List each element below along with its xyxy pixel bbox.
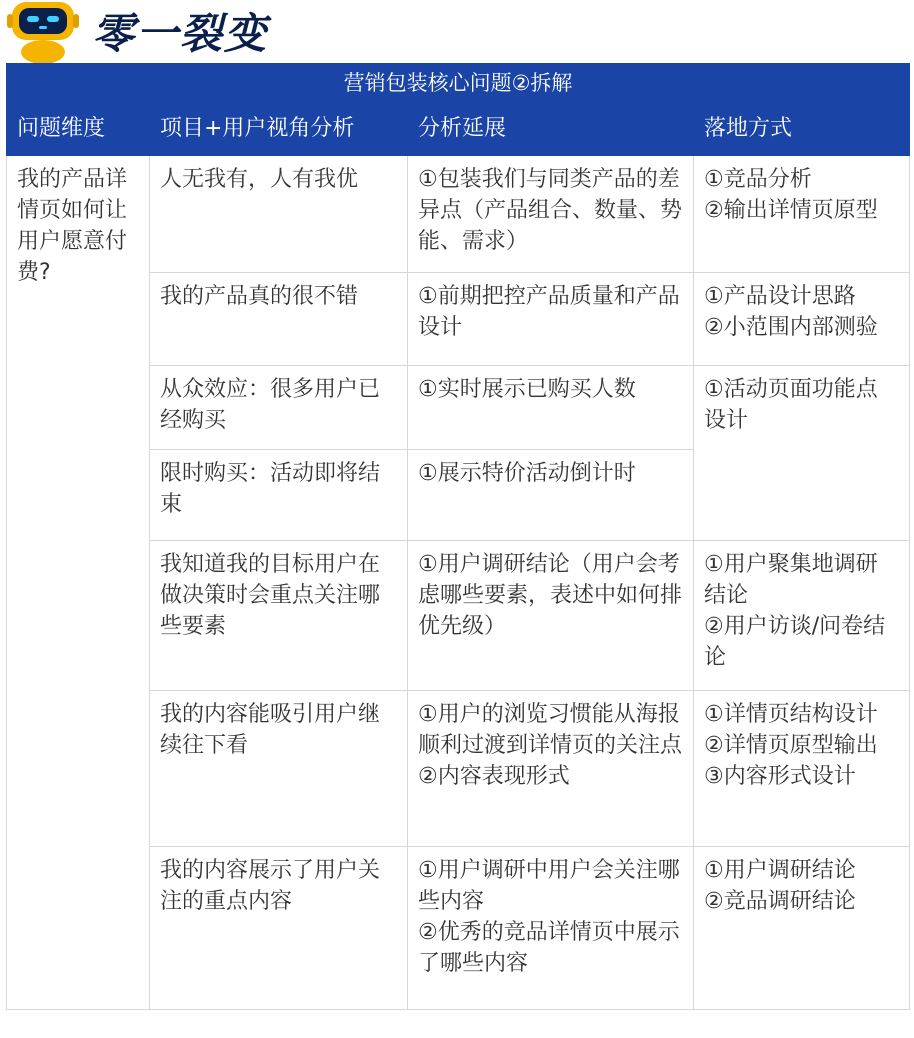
- implementation-item: ①用户调研结论: [704, 858, 856, 883]
- implementation-cell: [694, 847, 910, 1010]
- implementation-item: ①竞品分析: [704, 167, 812, 192]
- extension-cell: ①包装我们与同类产品的差异点（产品组合、数量、势能、需求）: [408, 156, 694, 273]
- implementation-cell: [694, 541, 910, 691]
- implementation-item: ①活动页面功能点设计: [704, 377, 878, 433]
- table-title: 营销包装核心问题②拆解: [7, 64, 910, 103]
- header-perspective: 项目+用户视角分析: [150, 103, 408, 156]
- extension-cell: ①实时展示已购买人数: [408, 366, 694, 450]
- extension-cell: [408, 691, 694, 847]
- table-row: [7, 156, 910, 273]
- perspective-cell: 我知道我的目标用户在做决策时会重点关注哪些要素: [150, 541, 408, 691]
- implementation-item: ②用户访谈/问卷结论: [704, 614, 886, 670]
- perspective-cell: 人无我有，人有我优: [150, 156, 408, 273]
- header-extension: 分析延展: [408, 103, 694, 156]
- extension-item: ②优秀的竞品详情页中展示了哪些内容: [418, 920, 680, 976]
- implementation-cell: [694, 691, 910, 847]
- perspective-cell: 我的内容展示了用户关注的重点内容: [150, 847, 408, 1010]
- extension-item: ②内容表现形式: [418, 764, 570, 789]
- extension-cell: [408, 847, 694, 1010]
- implementation-item: ③内容形式设计: [704, 764, 856, 789]
- perspective-cell: 我的产品真的很不错: [150, 273, 408, 366]
- implementation-item: ②详情页原型输出: [704, 733, 878, 758]
- implementation-item: ②输出详情页原型: [704, 198, 878, 223]
- implementation-item: ①用户聚集地调研结论: [704, 552, 878, 608]
- header-implementation: 落地方式: [694, 103, 910, 156]
- extension-item: ①用户的浏览习惯能从海报顺利过渡到详情页的关注点: [418, 702, 683, 758]
- robot-mascot-icon: [6, 0, 80, 64]
- implementation-item: ②小范围内部测验: [704, 315, 878, 340]
- implementation-item: ②竞品调研结论: [704, 889, 856, 914]
- implementation-cell: [694, 273, 910, 366]
- analysis-table: [6, 63, 910, 1010]
- dimension-cell: 我的产品详情页如何让用户愿意付费?: [7, 156, 150, 1010]
- perspective-cell: 我的内容能吸引用户继续往下看: [150, 691, 408, 847]
- brand-header: [6, 0, 406, 64]
- extension-item: ①用户调研中用户会关注哪些内容: [418, 858, 680, 914]
- extension-cell: ①前期把控产品质量和产品设计: [408, 273, 694, 366]
- header-dimension: 问题维度: [7, 103, 150, 156]
- perspective-cell: 限时购买：活动即将结束: [150, 450, 408, 541]
- extension-cell: ①展示特价活动倒计时: [408, 450, 694, 541]
- brand-name: 零一裂变: [92, 9, 269, 58]
- implementation-cell: [694, 156, 910, 273]
- extension-cell: ①用户调研结论（用户会考虑哪些要素，表述中如何排优先级）: [408, 541, 694, 691]
- implementation-item: ①详情页结构设计: [704, 702, 878, 727]
- implementation-cell: [694, 366, 910, 541]
- implementation-item: ①产品设计思路: [704, 284, 856, 309]
- perspective-cell: 从众效应：很多用户已经购买: [150, 366, 408, 450]
